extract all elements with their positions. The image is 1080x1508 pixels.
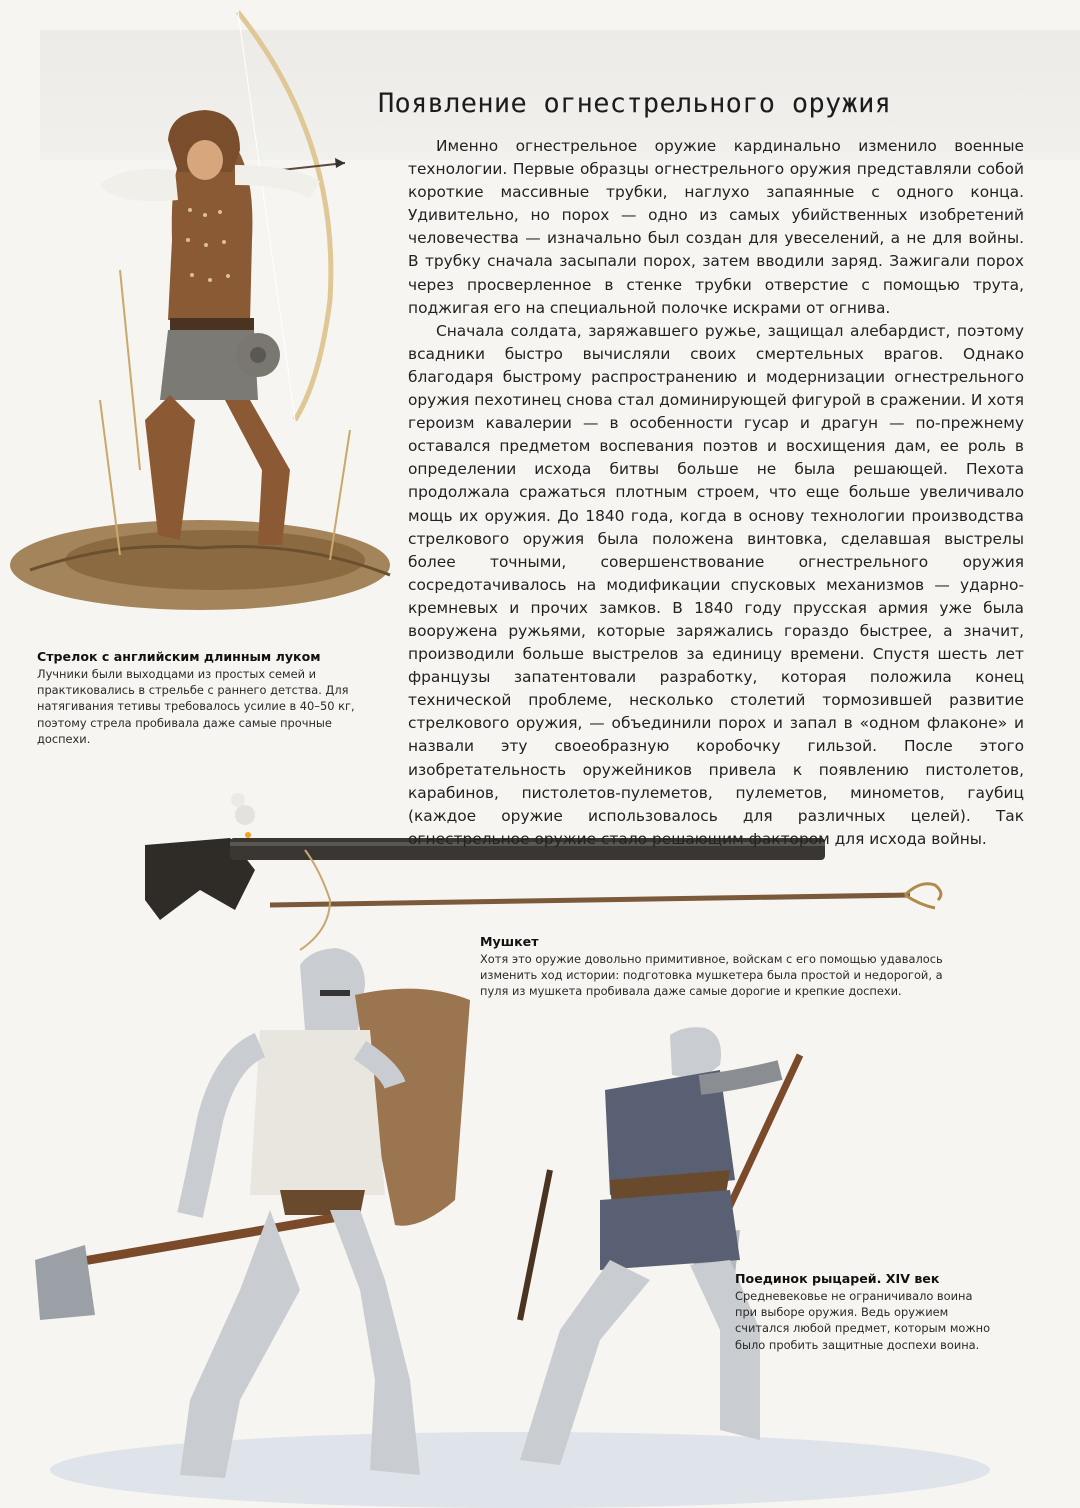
caption-text: Средневековье не ограничивало воина при выборе оружия. Ведь оружием считался любой предмет, которым можно было пробить защитные доспехи воина. (735, 1289, 991, 1352)
article-body (408, 135, 1024, 851)
article-paragraph: Сначала солдата, заряжавшего ружье, защищал алебардист, поэтому всадники быстро вычисляли своих смертельных врагов. Однако благодаря быстрому распространению и модернизации огнестрельного оружия пехотинец снова стал доминирующей фигурой в сражении. И хотя героизм кавалерии — в особенности гусар и драгун — по-прежнему оставался предметом воспевания поэтов и восхищения дам, ее роль в определении исхода битвы больше не была решающей. Пехота продолжала сражаться плотным строем, что еще больше увеличивало мощь их оружия. До 1840 года, когда в основу технологии производства стрелкового оружия была положена винтовка, сделавшая выстрелы более точными, совершенствование огнестрельного оружия сосредотачивалось на модификации спусковых механизмов — ударно-кремневых и прочих замков. В 1840 году прусская армия уже была вооружена ружьями, которые заряжались гораздо быстрее, а значит, производили больше выстрелов за единицу времени. Спустя шесть лет французы запатентовали разработку, которая положила конец технической проблеме, несколько столетий тормозившей развитие стрелкового оружия, — объединили порох и запал в «одном флаконе» и назвали эту своеобразную коробочку гильзой. После этого изобретательность оружейников привела к появлению пистолетов, карабинов, пистолетов-пулеметов, пулеметов, минометов, гаубиц (каждое оружие использовалось для различных целей). Так огнестрельное оружие стало решающим фактором для исхода войны. (408, 321, 1024, 848)
caption-text: Лучники были выходцами из простых семей и практиковались в стрельбе с раннего детства. Для натягивания тетивы требовалось усилие в 40–50 кг, поэтому стрела пробивала даже самые прочные доспехи. (37, 667, 355, 746)
archer-caption (37, 648, 367, 747)
caption-title: Стрелок с английским длинным луком (37, 649, 321, 664)
knights-illustration (35, 948, 990, 1508)
caption-title: Мушкет (480, 934, 539, 949)
musket-caption (480, 933, 960, 1000)
archer-illustration (10, 12, 390, 610)
caption-text: Хотя это оружие довольно примитивное, войскам с его помощью удавалось изменить ход истории: подготовка мушкетера была простой и недорогой, а пуля из мушкета пробивала даже самые дорогие и крепкие доспехи. (480, 952, 943, 999)
page-title: Появление огнестрельного оружия (378, 88, 892, 119)
article-paragraph: Именно огнестрельное оружие кардинально изменило военные технологии. Первые образцы огнестрельного оружия представляли собой короткие массивные трубки, наглухо запаянные с одного конца. Удивительно, но порох — одно из самых убийственных изобретений человечества — изначально был создан для увеселений, а не для войны. В трубку сначала засыпали порох, затем вводили заряд. Зажигали порох через просверленное в стенке трубки отверстие с помощью трута, поджигая его на специальной полочке искрами от огнива. (408, 137, 1024, 317)
caption-title: Поединок рыцарей. XIV век (735, 1271, 940, 1286)
duel-caption (735, 1270, 995, 1353)
